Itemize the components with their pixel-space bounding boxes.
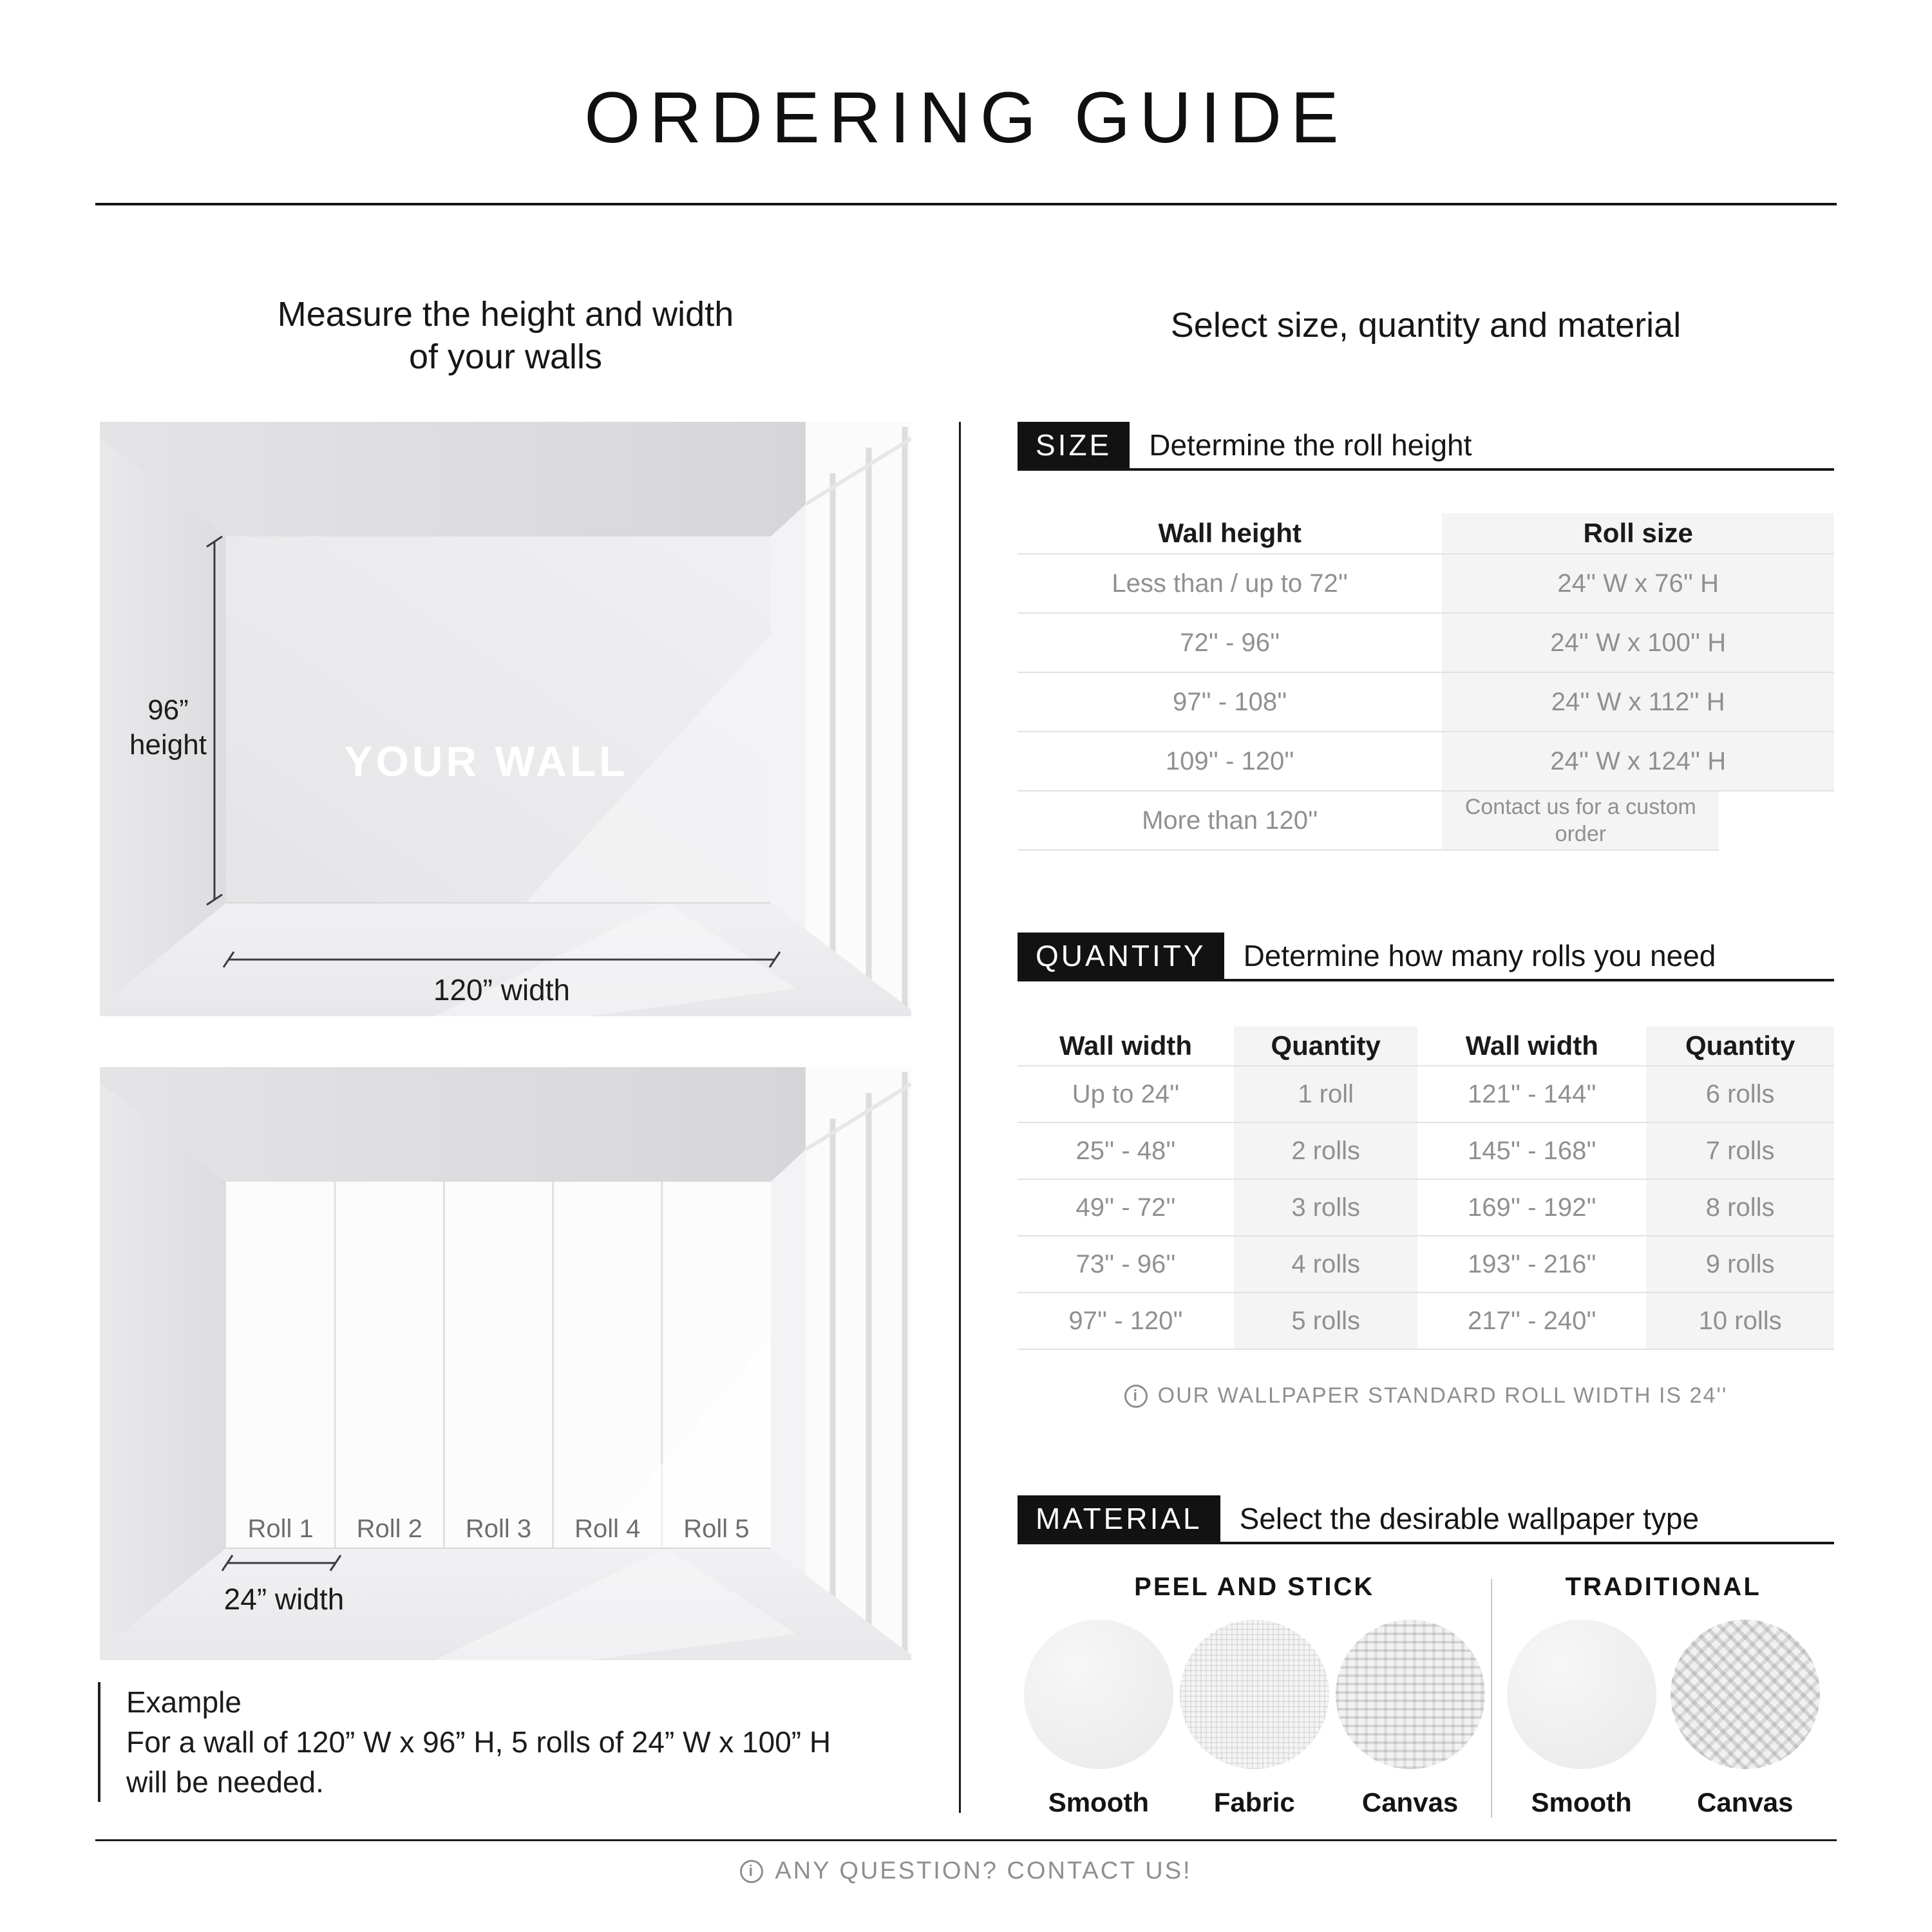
qty-col-wall-width-2: Wall width (1417, 1027, 1646, 1066)
room1-window-glass (806, 422, 911, 1016)
roll-width-note (1018, 1383, 1834, 1408)
size-table (1018, 513, 1834, 851)
room2-svg (100, 1067, 911, 1660)
qty-col-quantity-1: Quantity (1234, 1027, 1417, 1066)
material-group-peel-and-stick (1018, 1573, 1491, 1818)
swatch-label: Smooth (1531, 1787, 1632, 1817)
swatch-label: Fabric (1213, 1787, 1295, 1817)
size-row-roll-size: 24'' W x 112'' H (1442, 673, 1834, 732)
swatch-smooth (1024, 1620, 1173, 1818)
qty-col-quantity-2: Quantity (1646, 1027, 1834, 1066)
qty-cell: 25'' - 48'' (1018, 1123, 1234, 1180)
qty-cell: 73'' - 96'' (1018, 1236, 1234, 1293)
qty-cell: 145'' - 168'' (1417, 1123, 1646, 1180)
info-icon: i (1124, 1385, 1148, 1408)
material-subtitle: Select the desirable wallpaper type (1239, 1502, 1700, 1535)
example-block (98, 1682, 935, 1802)
size-row-wall-height: More than 120'' (1018, 791, 1442, 851)
footer-divider (95, 1839, 1837, 1841)
material-group-traditional (1492, 1573, 1834, 1818)
quantity-section (1018, 933, 1834, 1408)
quantity-tag: QUANTITY (1018, 933, 1224, 979)
qty-cell: 7 rolls (1646, 1123, 1834, 1180)
swatch-fabric (1180, 1620, 1329, 1818)
title-divider (95, 203, 1837, 205)
swatch-label: Canvas (1697, 1787, 1794, 1817)
column-divider (959, 422, 961, 1813)
qty-cell: 97'' - 120'' (1018, 1293, 1234, 1350)
qty-cell: 169'' - 192'' (1417, 1180, 1646, 1236)
roll-panels (226, 1182, 771, 1548)
measure-heading-line1: Measure the height and width (277, 295, 734, 334)
material-section (1018, 1495, 1834, 1818)
swatch-label: Smooth (1048, 1787, 1150, 1817)
size-col-roll-size: Roll size (1442, 513, 1834, 554)
roll-width-dimension-label: 24” width (223, 1582, 345, 1616)
your-wall-label: YOUR WALL (344, 737, 629, 785)
room-illustration-your-wall (100, 422, 911, 1016)
canvas-texture-image (1671, 1620, 1820, 1769)
qty-cell: Up to 24'' (1018, 1066, 1234, 1123)
peel-and-stick-swatches (1018, 1620, 1491, 1818)
quantity-section-header (1018, 933, 1834, 981)
example-line1: For a wall of 120” W x 96” H, 5 rolls of 24” W x 100” H (126, 1725, 831, 1759)
roll-label-5: Roll 5 (683, 1515, 750, 1543)
quantity-table (1018, 1027, 1834, 1350)
qty-cell: 49'' - 72'' (1018, 1180, 1234, 1236)
info-icon: i (740, 1860, 763, 1883)
footer (0, 1857, 1932, 1885)
traditional-swatches (1492, 1620, 1834, 1818)
qty-cell: 193'' - 216'' (1417, 1236, 1646, 1293)
traditional-title: TRADITIONAL (1565, 1573, 1761, 1601)
qty-cell: 1 roll (1234, 1066, 1417, 1123)
roll-width-note-text: OUR WALLPAPER STANDARD ROLL WIDTH IS 24'' (1157, 1383, 1728, 1408)
smooth-texture-image (1024, 1620, 1173, 1769)
material-groups (1018, 1573, 1834, 1818)
example-line2: will be needed. (126, 1765, 324, 1799)
material-section-header (1018, 1495, 1834, 1544)
roll-label-1: Roll 1 (247, 1515, 314, 1543)
qty-cell: 3 rolls (1234, 1180, 1417, 1236)
size-row-wall-height: 72'' - 96'' (1018, 614, 1442, 673)
size-tag: SIZE (1018, 422, 1130, 468)
room-illustration-rolls (100, 1067, 911, 1660)
qty-cell: 2 rolls (1234, 1123, 1417, 1180)
select-heading: Select size, quantity and material (1170, 306, 1681, 345)
roll-label-4: Roll 4 (574, 1515, 641, 1543)
roll-label-3: Roll 3 (465, 1515, 532, 1543)
size-section (1018, 422, 1834, 851)
page-title: ORDERING GUIDE (584, 77, 1348, 158)
width-dimension-label: 120” width (433, 973, 571, 1007)
size-row-wall-height: 97'' - 108'' (1018, 673, 1442, 732)
swatch-canvas (1671, 1620, 1820, 1818)
size-row-roll-size: 24'' W x 100'' H (1442, 614, 1834, 673)
qty-cell: 10 rolls (1646, 1293, 1834, 1350)
size-row-wall-height: Less than / up to 72'' (1018, 554, 1442, 614)
smooth-texture-image (1507, 1620, 1656, 1769)
example-title: Example (126, 1685, 242, 1719)
fabric-texture-image (1180, 1620, 1329, 1769)
qty-cell: 9 rolls (1646, 1236, 1834, 1293)
size-subtitle: Determine the roll height (1149, 428, 1472, 462)
canvas-texture-image (1336, 1620, 1485, 1769)
swatch-label: Canvas (1361, 1787, 1459, 1817)
size-section-header (1018, 422, 1834, 471)
measure-heading (100, 293, 911, 378)
size-row-roll-size: Contact us for a custom order (1442, 791, 1719, 851)
quantity-subtitle: Determine how many rolls you need (1243, 939, 1716, 972)
footer-text: ANY QUESTION? CONTACT US! (775, 1857, 1192, 1884)
height-dimension-value: 96” (147, 694, 189, 726)
swatch-smooth (1507, 1620, 1656, 1818)
room1-svg (100, 422, 911, 1016)
roll-label-2: Roll 2 (356, 1515, 422, 1543)
qty-cell: 6 rolls (1646, 1066, 1834, 1123)
height-dimension-word: height (129, 729, 207, 761)
size-row-wall-height: 109'' - 120'' (1018, 732, 1442, 791)
qty-cell: 217'' - 240'' (1417, 1293, 1646, 1350)
qty-col-wall-width-1: Wall width (1018, 1027, 1234, 1066)
qty-cell: 4 rolls (1234, 1236, 1417, 1293)
size-col-wall-height: Wall height (1018, 513, 1442, 554)
peel-and-stick-title: PEEL AND STICK (1134, 1573, 1375, 1601)
qty-cell: 5 rolls (1234, 1293, 1417, 1350)
measure-heading-line2: of your walls (408, 337, 603, 376)
swatch-canvas (1336, 1620, 1485, 1818)
qty-cell: 8 rolls (1646, 1180, 1834, 1236)
qty-cell: 121'' - 144'' (1417, 1066, 1646, 1123)
room2-window-glass (806, 1067, 911, 1660)
size-row-roll-size: 24'' W x 76'' H (1442, 554, 1834, 614)
size-row-roll-size: 24'' W x 124'' H (1442, 732, 1834, 791)
material-tag: MATERIAL (1018, 1495, 1220, 1542)
